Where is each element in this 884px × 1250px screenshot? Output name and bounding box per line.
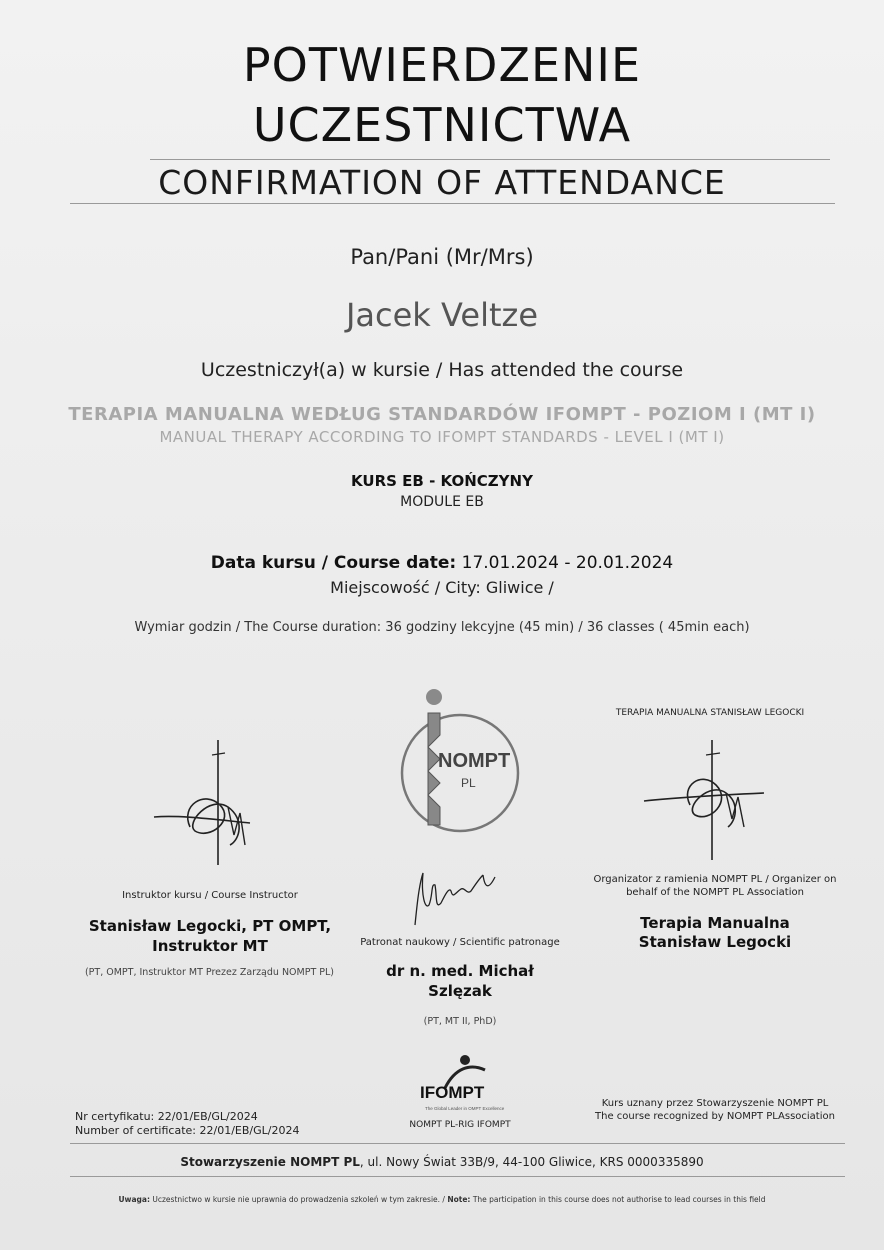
association-address: , ul. Nowy Świat 33B/9, 44-100 Gliwice, KRS 0000335890: [359, 1155, 704, 1169]
footer-divider-top: [70, 1143, 845, 1144]
patron-credentials: (PT, MT II, PhD): [423, 1016, 497, 1027]
ifompt-tagline: The Global Leader in OMPT Excellence: [425, 1106, 505, 1111]
attended-text: Uczestniczył(a) w kursie / Has attended the course: [200, 359, 684, 381]
organizer-signature: [640, 735, 770, 865]
divider-top: [150, 159, 830, 160]
organizer-name-line-1: Terapia Manualna: [640, 914, 790, 932]
course-duration: Wymiar godzin / The Course duration: 36 godziny lekcyjne (45 min) / 36 classes ( 45min each): [134, 620, 750, 635]
instructor-signature: [150, 735, 260, 870]
warning-en: The participation in this course does not authorise to lead courses in this field: [472, 1195, 766, 1204]
recognized-en: The course recognized by NOMPT PLAssociation: [595, 1111, 835, 1122]
instructor-role: Instruktor kursu / Course Instructor: [122, 890, 298, 901]
patronage-role: Patronat naukowy / Scientific patronage: [360, 937, 560, 948]
certificate-number-en: Number of certificate: 22/01/EB/GL/2024: [75, 1124, 300, 1137]
divider-bottom: [70, 203, 835, 204]
recognized-pl: Kurs uznany przez Stowarzyszenie NOMPT PL: [601, 1098, 829, 1109]
salutation: Pan/Pani (Mr/Mrs): [350, 245, 534, 269]
instructor-name-line-2: Instruktor MT: [152, 937, 268, 955]
title-line-2: UCZESTNICTWA: [252, 98, 632, 152]
organizer-name-line-2: Stanisław Legocki: [638, 933, 792, 951]
nompt-logo-sub: PL: [461, 776, 476, 790]
instructor-credentials: (PT, OMPT, Instruktor MT Prezez Zarządu NOMPT PL): [84, 967, 335, 978]
organizer-role-line-2: behalf of the NOMPT PL Association: [626, 887, 804, 898]
instructor-name-line-1: Stanisław Legocki, PT OMPT,: [88, 917, 332, 935]
ifompt-logo-text: IFOMPT: [420, 1083, 485, 1102]
warning-label: Uwaga:: [118, 1195, 150, 1204]
organizer-header: TERAPIA MANUALNA STANISŁAW LEGOCKI: [615, 708, 805, 718]
course-city: Miejscowość / City: Gliwice /: [330, 578, 554, 597]
warning-label-en: Note:: [447, 1195, 471, 1204]
footer-divider-bottom: [70, 1176, 845, 1177]
patron-name-line-1: dr n. med. Michał: [386, 962, 534, 980]
participant-name: Jacek Veltze: [345, 296, 539, 334]
module-pl: KURS EB - KOŃCZYNY: [351, 472, 533, 490]
patronage-signature: [405, 865, 515, 935]
course-title-pl: TERAPIA MANUALNA WEDŁUG STANDARDÓW IFOMPT - POZIOM I (MT I): [68, 404, 816, 425]
warning-note: [0, 1195, 884, 1204]
warning-pl: Uczestnictwo w kursie nie uprawnia do prowadzenia szkoleń w tym zakresie. /: [152, 1195, 445, 1204]
course-date-value: 17.01.2024 - 20.01.2024: [461, 553, 674, 573]
association-name: Stowarzyszenie NOMPT PL: [180, 1155, 360, 1169]
association-address-line: [0, 1155, 884, 1169]
organizer-role-line-1: Organizator z ramienia NOMPT PL / Organizer on: [593, 874, 837, 885]
module-en: MODULE EB: [400, 494, 484, 510]
course-date-label: Data kursu / Course date:: [210, 553, 457, 573]
course-date: [0, 553, 884, 573]
certificate-number-pl: Nr certyfikatu: 22/01/EB/GL/2024: [75, 1110, 258, 1123]
ifompt-caption: NOMPT PL-RIG IFOMPT: [409, 1120, 511, 1130]
ifompt-logo-icon: [415, 1048, 505, 1118]
patron-name-line-2: Szlęzak: [428, 982, 492, 1000]
course-title-en: MANUAL THERAPY ACCORDING TO IFOMPT STANDARDS - LEVEL I (MT I): [159, 428, 725, 446]
nompt-logo-text: NOMPT: [438, 750, 511, 772]
title-line-1: POTWIERDZENIE: [242, 38, 642, 92]
title-english: CONFIRMATION OF ATTENDANCE: [158, 163, 726, 202]
nompt-logo-icon: [398, 685, 523, 835]
